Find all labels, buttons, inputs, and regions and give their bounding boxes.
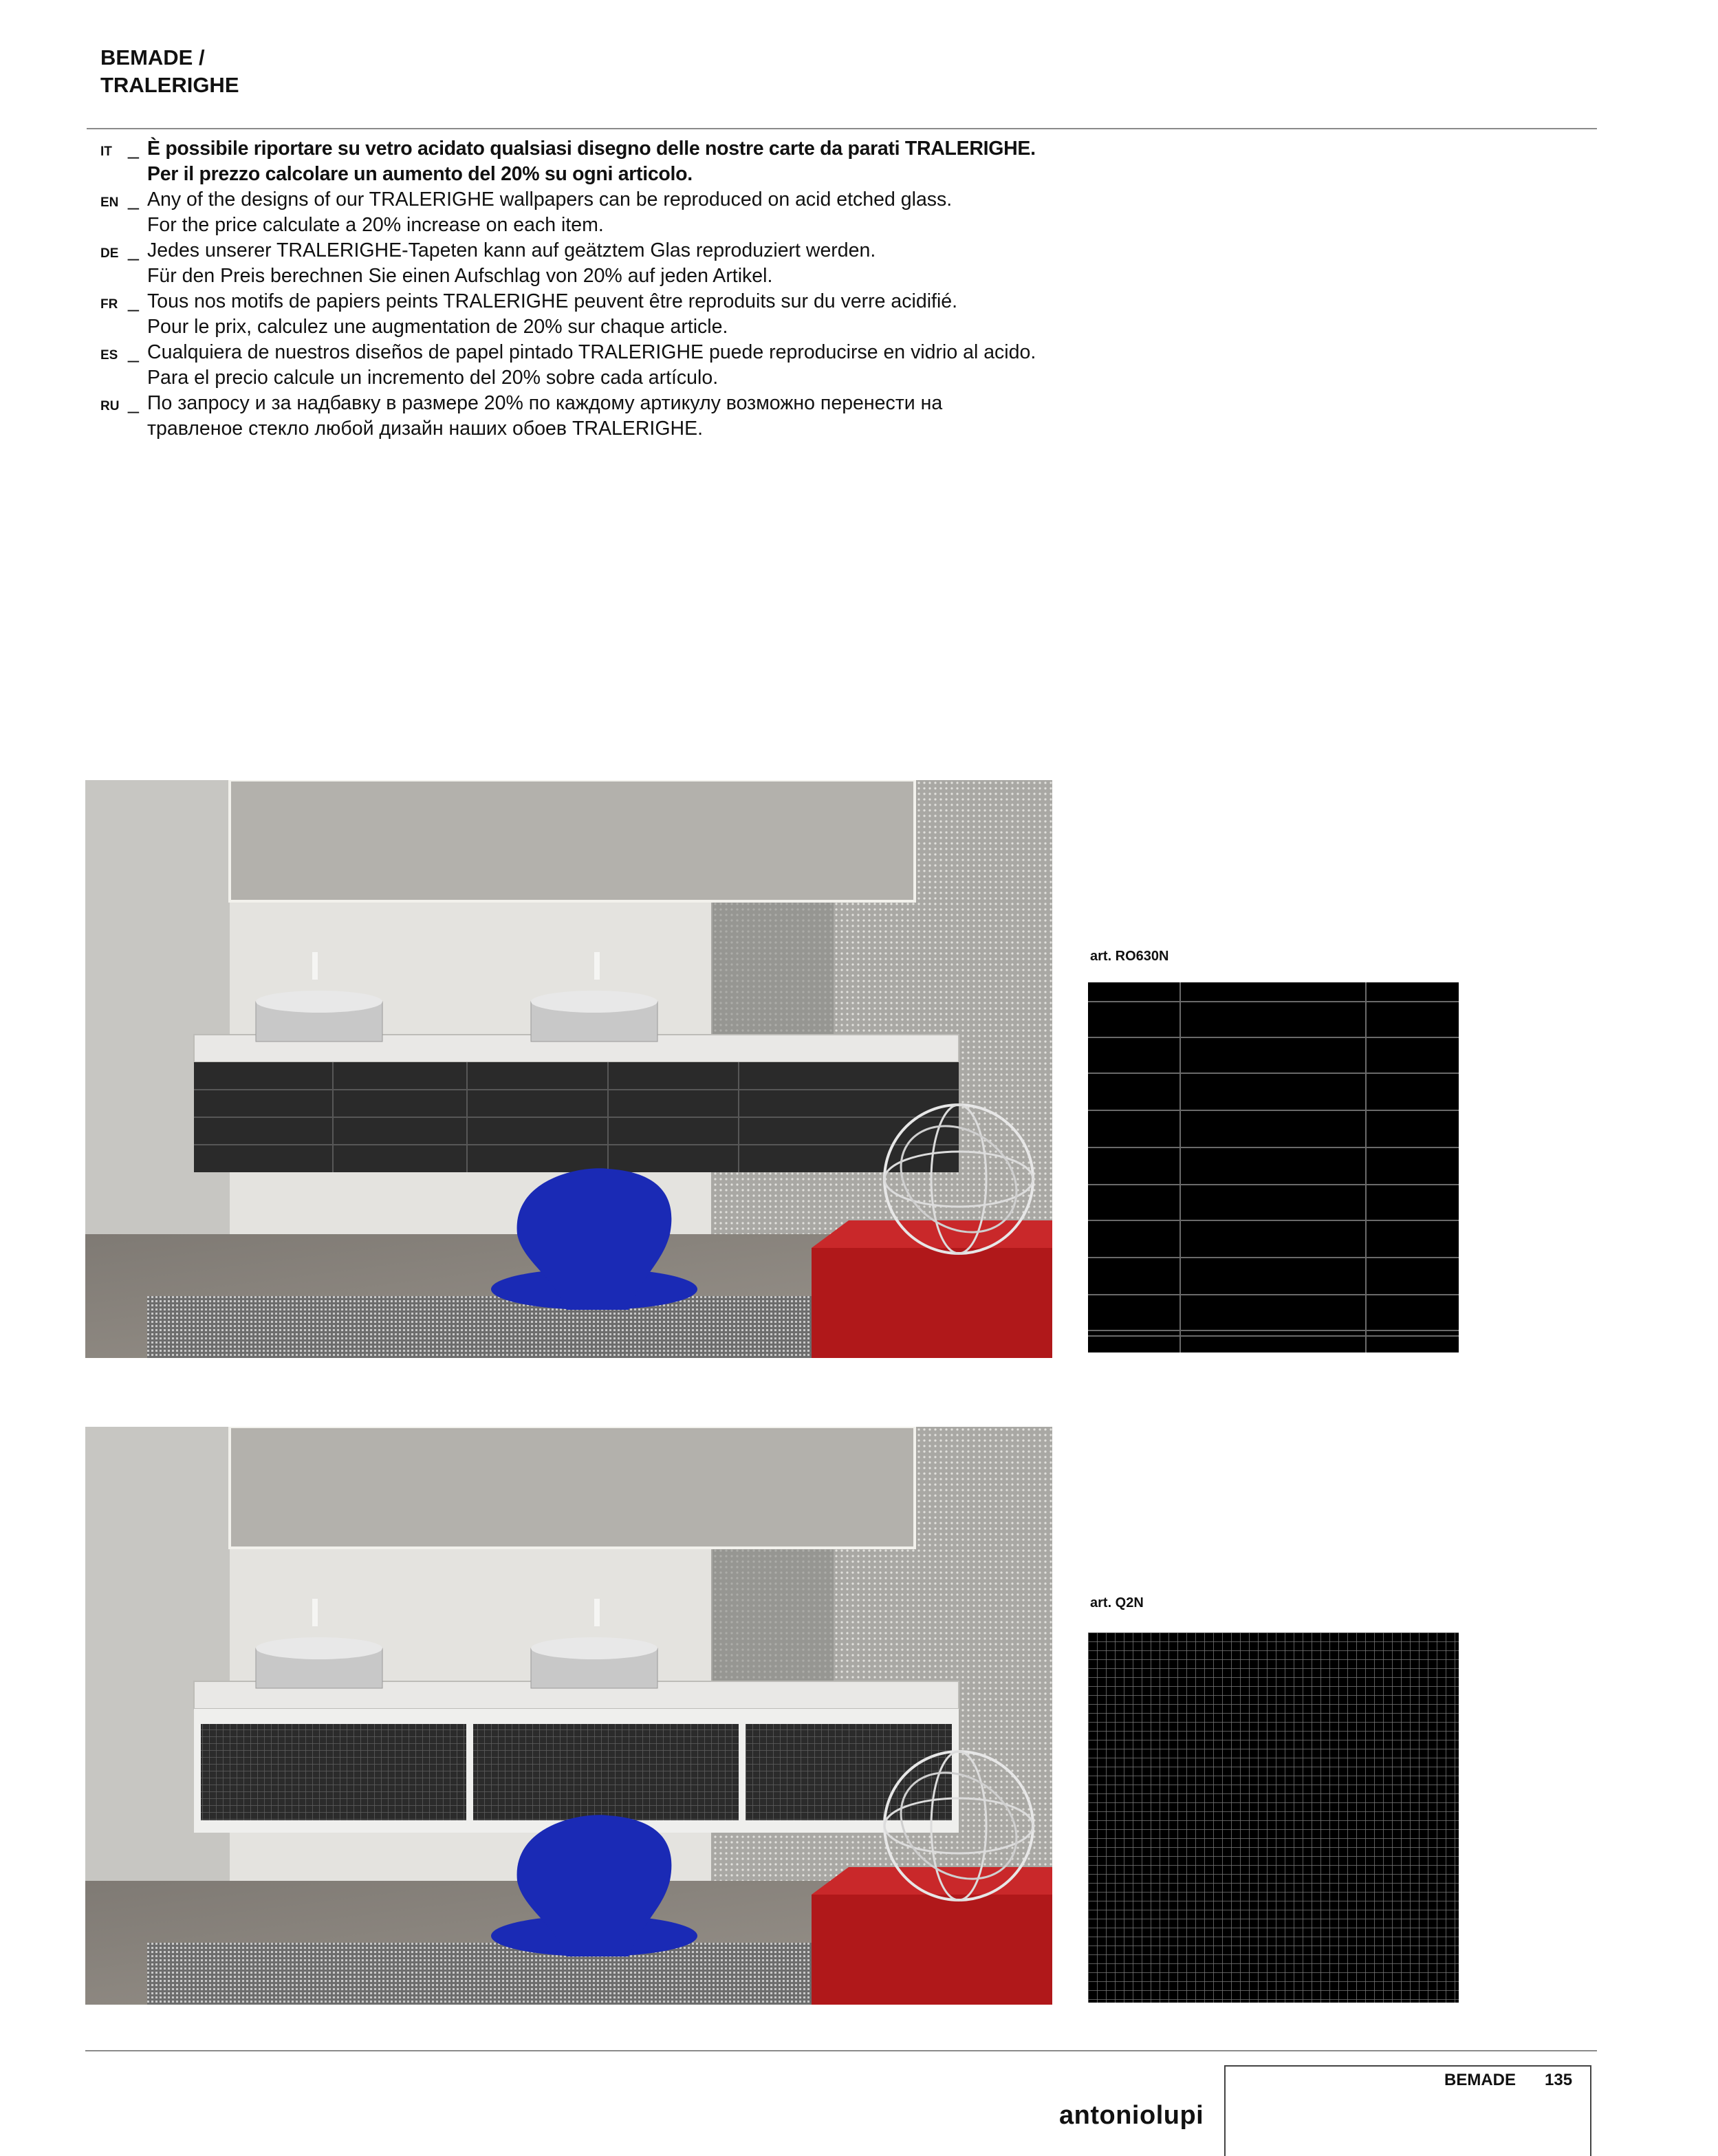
product-photo-grid-cabinet: [85, 1427, 1052, 2005]
bathroom-scene: [85, 1427, 1052, 2005]
lang-text: [147, 136, 1146, 187]
swatch-ro630n: [1088, 982, 1459, 1352]
lang-line-2: Pour le prix, calculez une augmentation de 20% sur chaque article.: [147, 316, 728, 338]
swatch-q2n: [1088, 1632, 1459, 2003]
top-divider: [87, 128, 1597, 129]
lang-line-2: травленое стекло любой дизайн наших обоев TRALERIGHE.: [147, 418, 703, 440]
lang-row-it: [100, 136, 1146, 187]
lang-code: IT: [100, 144, 112, 159]
lang-text: [147, 289, 1146, 340]
lang-line-1: Jedes unserer TRALERIGHE-Tapeten kann auf geätztem Glas reproduziert werden.: [147, 239, 876, 261]
lang-code: DE: [100, 246, 119, 261]
swatch-label-q2n: art. Q2N: [1090, 1595, 1144, 1610]
lang-line-1: Tous nos motifs de papiers peints TRALERIGHE peuvent être reproduits sur du verre acidifié.: [147, 290, 958, 312]
page-number: 135: [1545, 2071, 1573, 2089]
lang-text: [147, 391, 1146, 442]
lang-row-en: [100, 187, 1146, 238]
lang-separator: _: [128, 138, 139, 160]
lang-line-1: По запросу и за надбавку в размере 20% по каждому артикулу возможно перенести на: [147, 392, 943, 414]
lang-line-2: Per il prezzo calcolare un aumento del 20% su ogni articolo.: [147, 163, 693, 185]
lang-code: FR: [100, 297, 118, 312]
lang-row-ru: [100, 391, 1146, 442]
title-line-1: BEMADE /: [100, 45, 205, 69]
lang-text: [147, 340, 1146, 391]
lang-separator: _: [128, 392, 139, 414]
lang-line-2: Für den Preis berechnen Sie einen Aufschlag von 20% auf jeden Artikel.: [147, 265, 773, 287]
lang-separator: _: [128, 188, 139, 211]
lang-row-es: [100, 340, 1146, 391]
brand-logo: antoniolupi: [1059, 2101, 1204, 2130]
page-title: [100, 44, 239, 99]
lang-line-2: For the price calculate a 20% increase on each item.: [147, 214, 604, 236]
bathroom-scene: [85, 780, 1052, 1358]
lang-line-1: È possibile riportare su vetro acidato qualsiasi disegno delle nostre carte da parati TRALERIGHE.: [147, 138, 1036, 160]
lang-code: ES: [100, 348, 118, 363]
lang-line-1: Cualquiera de nuestros diseños de papel pintado TRALERIGHE puede reproducirse en vidrio al acido.: [147, 341, 1036, 363]
fine-grid-pattern: [1088, 1632, 1459, 2003]
lang-separator: _: [128, 239, 139, 261]
lang-text: [147, 187, 1146, 238]
language-descriptions: [100, 136, 1146, 442]
lang-line-2: Para el precio calcule un incremento del 20% sobre cada artículo.: [147, 367, 719, 389]
swatch-label-ro630n: art. RO630N: [1090, 949, 1169, 964]
footer-product-name: BEMADE: [1444, 2071, 1516, 2089]
bottom-divider: [85, 2050, 1597, 2051]
lang-separator: _: [128, 341, 139, 363]
lang-line-1: Any of the designs of our TRALERIGHE wallpapers can be reproduced on acid etched glass.: [147, 188, 953, 211]
lang-code: EN: [100, 195, 119, 210]
lang-row-de: [100, 238, 1146, 289]
product-photo-dark-cabinet: [85, 780, 1052, 1358]
lang-separator: _: [128, 290, 139, 312]
lang-text: [147, 238, 1146, 289]
lang-row-fr: [100, 289, 1146, 340]
lang-code: RU: [100, 399, 120, 413]
horizontal-rows-pattern: [1088, 982, 1459, 1352]
title-line-2: TRALERIGHE: [100, 73, 239, 97]
footer-box: [1224, 2065, 1591, 2156]
